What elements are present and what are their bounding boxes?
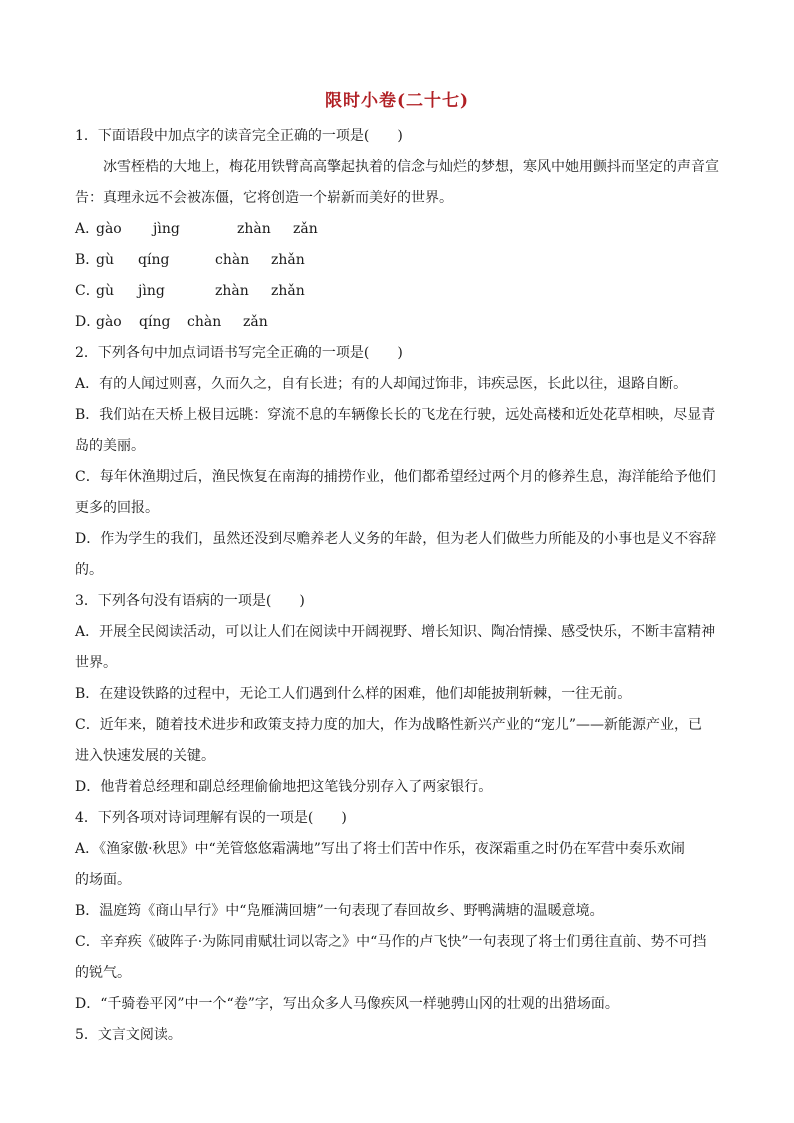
question-1-option-d <box>75 307 725 338</box>
question-4-option-b: B．温庭筠《商山早行》中“凫雁满回塘”一句表现了春回故乡、野鸭满塘的温暖意境。 <box>75 903 604 919</box>
question-1-stem: 1．下面语段中加点字的读音完全正确的一项是( ) <box>75 128 403 144</box>
pinyin: gù <box>96 283 114 299</box>
question-3-option-d: D．他背着总经理和副总经理偷偷地把这笔钱分别存入了两家银行。 <box>75 779 493 795</box>
question-3-option-c-line-1: C．近年来，随着技术进步和政策支持力度的加大，作为战略性新兴产业的“宠儿”——新能源产业，已 <box>75 717 703 733</box>
pinyin: zǎn <box>243 314 268 330</box>
question-3-option-a-line-1: A．开展全民阅读活动，可以让人们在阅读中开阔视野、增长知识、陶冶情操、感受快乐，不断丰富精神 <box>75 624 716 640</box>
pinyin: zhǎn <box>271 283 305 299</box>
pinyin: qíng <box>138 252 170 268</box>
question-2-stem: 2．下列各句中加点词语书写完全正确的一项是( ) <box>75 345 403 361</box>
pinyin: chàn <box>187 314 222 330</box>
question-2-option-c-line-1: C．每年休渔期过后，渔民恢复在南海的捕捞作业，他们都希望经过两个月的修养生息，海洋能给予他们 <box>75 469 716 485</box>
question-4-option-a-line-1: A．《渔家傲·秋思》中“羌管悠悠霜满地”写出了将士们苦中作乐，夜深霜重之时仍在军营中奏乐欢闹 <box>75 841 685 857</box>
question-4-stem: 4．下列各项对诗词理解有误的一项是( ) <box>75 810 347 826</box>
question-list <box>75 121 725 1051</box>
question-4-option-c-line-2: 的锐气。 <box>75 965 131 981</box>
question-3-option-c-line-2: 进入快速发展的关键。 <box>75 748 215 764</box>
question-1-passage-line-2: 告：真理永远不会被冻僵，它将创造一个崭新而美好的世界。 <box>75 190 453 206</box>
question-4-option-c-line-1: C．辛弃疾《破阵子·为陈同甫赋壮词以寄之》中“马作的卢飞快”一句表现了将士们勇往直前、势不可挡 <box>75 934 707 950</box>
pinyin: zhàn <box>215 283 249 299</box>
question-3-stem: 3．下列各句没有语病的一项是( ) <box>75 593 305 609</box>
question-2-option-c-line-2: 更多的回报。 <box>75 500 159 516</box>
question-2-option-b-line-1: B．我们站在天桥上极目远眺：穿流不息的车辆像长长的飞龙在行驶，远处高楼和近处花草相映，尽显青 <box>75 407 716 423</box>
page-title: 限时小卷(二十七) <box>324 91 470 111</box>
question-2-option-b-line-2: 岛的美丽。 <box>75 438 145 454</box>
option-label: A． <box>75 221 100 237</box>
question-4-option-d: D．“千骑卷平冈”中一个“卷”字，写出众多人马像疾风一样驰骋山冈的壮观的出猎场面。 <box>75 996 619 1012</box>
pinyin: jìng <box>153 221 180 237</box>
question-1-option-a <box>75 214 725 245</box>
pinyin: zhàn <box>237 221 271 237</box>
pinyin: chàn <box>215 252 250 268</box>
question-3-option-b: B．在建设铁路的过程中，无论工人们遇到什么样的困难，他们却能披荆斩棘，一往无前。 <box>75 686 632 702</box>
pinyin: zǎn <box>293 221 318 237</box>
question-1-option-b <box>75 245 725 276</box>
question-2-option-a: A．有的人闻过则喜，久而久之，自有长进；有的人却闻过饰非，讳疾忌医，长此以往，退路自断。 <box>75 376 688 392</box>
option-label: C． <box>75 283 100 299</box>
option-label: D． <box>75 314 101 330</box>
question-4-option-a-line-2: 的场面。 <box>75 872 131 888</box>
pinyin: gào <box>96 221 122 237</box>
question-3-option-a-line-2: 世界。 <box>75 655 117 671</box>
question-5-stem: 5．文言文阅读。 <box>75 1027 182 1043</box>
option-label: B． <box>75 252 100 268</box>
pinyin: gù <box>96 252 114 268</box>
question-1-option-c <box>75 276 725 307</box>
pinyin: zhǎn <box>271 252 305 268</box>
question-2-option-d-line-1: D．作为学生的我们，虽然还没到尽赡养老人义务的年龄，但为老人们做些力所能及的小事也是义不容辞 <box>75 531 717 547</box>
question-2-option-d-line-2: 的。 <box>75 562 103 578</box>
pinyin: jìng <box>138 283 165 299</box>
pinyin: qíng <box>139 314 171 330</box>
question-1-passage-line-1: 冰雪桎梏的大地上，梅花用铁臂高高擎起执着的信念与灿烂的梦想，寒风中她用颤抖而坚定的声音宣 <box>103 159 719 175</box>
pinyin: gào <box>96 314 122 330</box>
